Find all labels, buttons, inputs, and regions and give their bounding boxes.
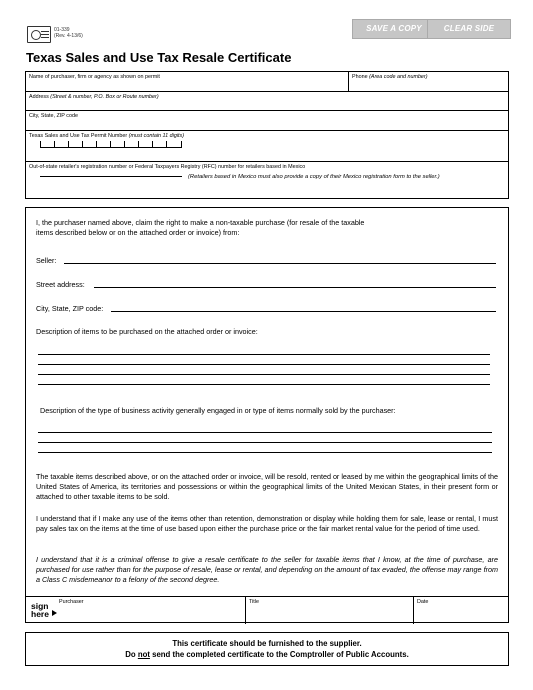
permit-number-field[interactable] bbox=[26, 131, 508, 162]
phone-field[interactable] bbox=[348, 72, 431, 91]
clear-side-button[interactable]: CLEAR SIDE bbox=[427, 19, 511, 39]
address-hint: (Street & number, P.O. Box or Route number) bbox=[50, 94, 159, 100]
claim-intro-line-2: items described below or on the attached order or invoice) from: bbox=[36, 228, 240, 237]
footer-line-2-start: Do bbox=[125, 650, 138, 659]
sign-label-line-1: sign bbox=[31, 601, 49, 611]
sign-label-line-2: here bbox=[31, 609, 49, 619]
street-address-input-line[interactable] bbox=[94, 287, 496, 288]
address-field[interactable] bbox=[26, 92, 508, 111]
seller-label: Seller: bbox=[36, 256, 57, 265]
city-state-zip-field[interactable] bbox=[26, 111, 508, 131]
items-description-line-1[interactable] bbox=[38, 354, 490, 355]
comptroller-seal-icon bbox=[27, 26, 51, 43]
business-description-line-3[interactable] bbox=[38, 452, 492, 453]
items-description-line-3[interactable] bbox=[38, 374, 490, 375]
purchaser-name-row[interactable] bbox=[26, 72, 508, 92]
business-description-line-2[interactable] bbox=[38, 442, 492, 443]
items-description-label: Description of items to be purchased on the attached order or invoice: bbox=[36, 327, 258, 336]
purchaser-signature-label: Purchaser bbox=[59, 599, 84, 605]
footer-line-2-end: send the completed certificate to the Comptroller of Public Accounts. bbox=[149, 650, 409, 659]
date-label: Date bbox=[417, 599, 429, 605]
date-field[interactable] bbox=[413, 597, 508, 624]
title-label: Title bbox=[249, 599, 259, 605]
purchaser-name-label: Name of purchaser, firm or agency as shown on permit bbox=[29, 74, 160, 80]
permit-number-label: Texas Sales and Use Tax Permit Number bbox=[29, 133, 128, 139]
rfc-note: (Retailers based in Mexico must also provide a copy of their Mexico registration form to the seller.) bbox=[188, 174, 440, 180]
city-state-zip-label: City, State, ZIP code bbox=[29, 113, 78, 119]
items-description-line-2[interactable] bbox=[38, 364, 490, 365]
address-label: Address bbox=[29, 94, 49, 100]
purchaser-info-box bbox=[25, 71, 509, 199]
purchaser-signature-field[interactable] bbox=[56, 597, 246, 624]
permit-digit-boxes[interactable] bbox=[40, 140, 182, 148]
resale-statement-paragraph: The taxable items described above, or on the attached order or invoice, will be resold, rented or leased by me within the geographical limits of the United States of America, its territories and possessions or within the geographical limits of the United Mexican States, in their present form or attached to other taxable items to be sold. bbox=[36, 472, 498, 501]
business-description-label: Description of the type of business activity generally engaged in or type of items normally sold by the purchaser: bbox=[40, 406, 396, 415]
form-number bbox=[54, 27, 83, 39]
city-state-zip-seller-input-line[interactable] bbox=[111, 311, 496, 312]
claim-intro-line-1: I, the purchaser named above, claim the right to make a non-taxable purchase (for resale of the taxable bbox=[36, 218, 365, 227]
page-title: Texas Sales and Use Tax Resale Certificate bbox=[26, 50, 292, 65]
permit-number-hint: (must contain 11 digits) bbox=[128, 133, 184, 139]
items-description-line-4[interactable] bbox=[38, 384, 490, 385]
street-address-label: Street address: bbox=[36, 280, 85, 289]
rfc-number-field[interactable] bbox=[26, 162, 508, 199]
save-copy-button[interactable]: SAVE A COPY bbox=[352, 19, 436, 39]
resale-claim-box bbox=[25, 207, 509, 623]
seller-input-line[interactable] bbox=[64, 263, 496, 264]
phone-hint: (Area code and number) bbox=[369, 74, 428, 80]
rfc-input-line[interactable] bbox=[40, 176, 182, 177]
use-tax-statement-paragraph: I understand that if I make any use of the items other than retention, demonstration or display while holding them for sale, lease or rental, I must pay sales tax on the items at the time of use based upon either the purchase price or the fair market rental value for the period of time used. bbox=[36, 514, 498, 533]
sign-here-label bbox=[31, 602, 49, 618]
signature-row bbox=[26, 596, 508, 623]
city-state-zip-seller-label: City, State, ZIP code: bbox=[36, 304, 104, 313]
claim-intro bbox=[36, 218, 498, 238]
criminal-offense-statement-paragraph: I understand that it is a criminal offense to give a resale certificate to the seller for taxable items that I know, at the time of purchase, are purchased for use rather than for the purpose of resale, lease or rental, and depending on the amount of tax evaded, the offense may range from a Class C misdemeanor to a felony of the second degree. bbox=[36, 555, 498, 584]
footer-notice bbox=[25, 632, 509, 666]
footer-line-2 bbox=[26, 649, 508, 660]
business-description-line-1[interactable] bbox=[38, 432, 492, 433]
phone-label: Phone bbox=[352, 74, 368, 80]
footer-line-1: This certificate should be furnished to the supplier. bbox=[172, 639, 362, 648]
footer-not-emphasis: not bbox=[137, 650, 150, 659]
title-field[interactable] bbox=[245, 597, 414, 624]
form-revision-text: (Rev. 4-13/6) bbox=[54, 33, 83, 39]
form-number-text: 01-339 bbox=[54, 27, 70, 33]
rfc-label: Out-of-state retailer's registration number or Federal Taxpayers Registry (RFC) number for retailers based in Mexico bbox=[29, 164, 306, 170]
